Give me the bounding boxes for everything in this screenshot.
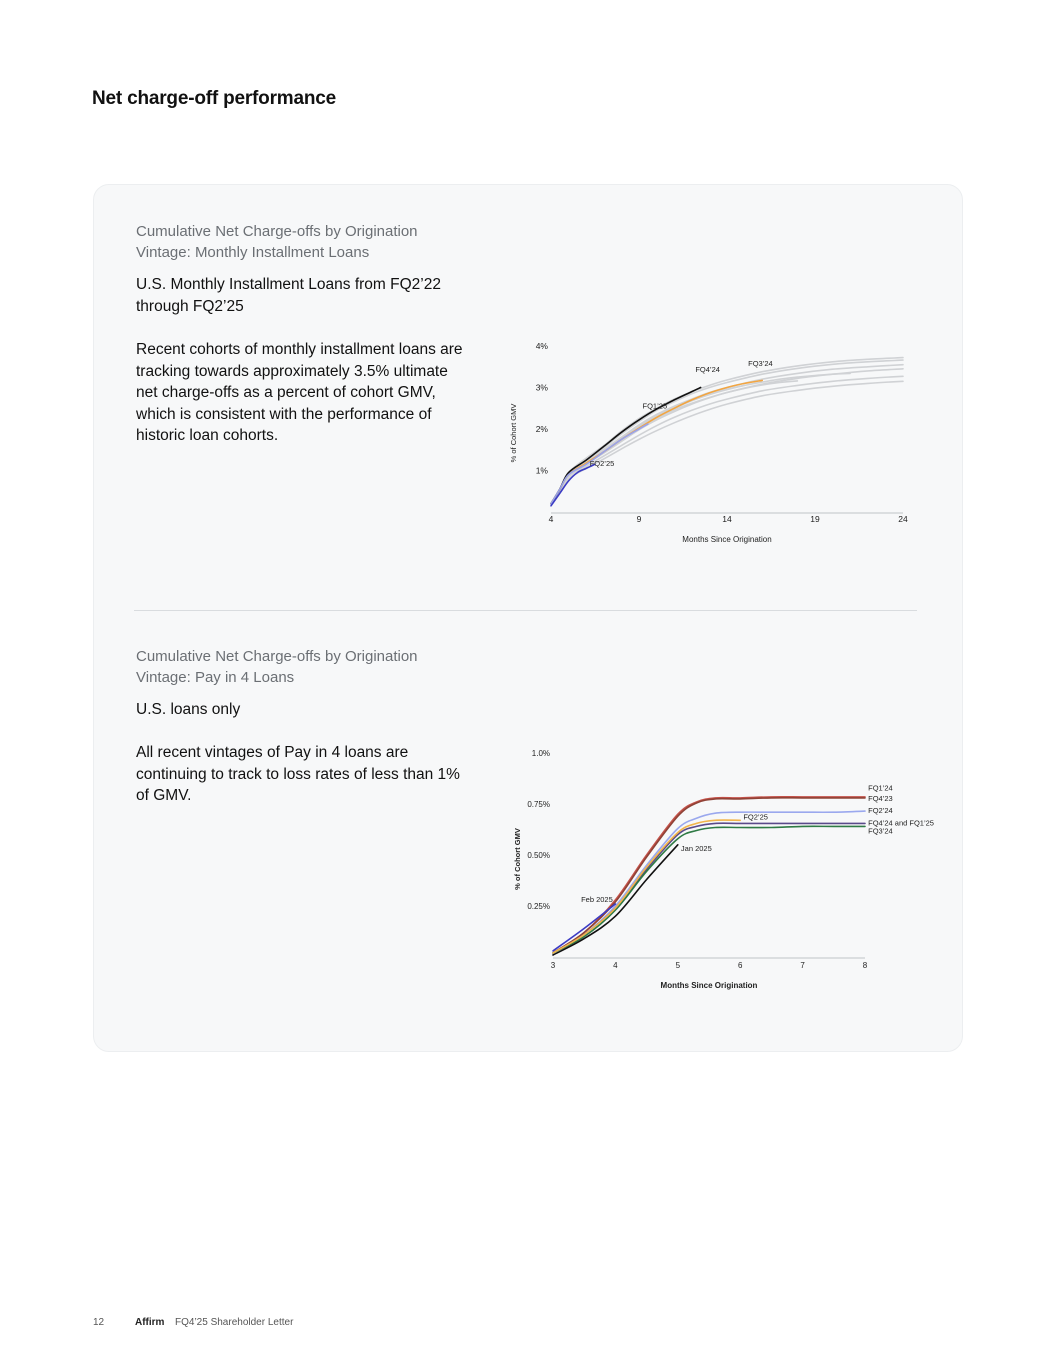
series-label-fq4-24-and-fq1-25: FQ4’24 and FQ1’25	[868, 818, 934, 828]
series-line-feb-2025	[553, 904, 615, 951]
series-label-jan-2025: Jan 2025	[680, 843, 712, 853]
series-label-fq3-24: FQ3’24	[868, 826, 893, 836]
footer-page-number: 12	[93, 1317, 105, 1328]
series-label-fq4-24: FQ4’24	[695, 365, 720, 375]
series-label-fq2-24: FQ2’24	[868, 806, 893, 816]
series-label-fq4-23: FQ4’23	[868, 793, 893, 803]
series-label-fq1-25: FQ1’25	[642, 401, 668, 411]
chart2-subtitle: U.S. loans only	[136, 701, 241, 718]
x-tick-label: 5	[675, 961, 681, 970]
chart1-title: Cumulative Net Charge-offs by Origination Vintage: Monthly Installment Loans	[136, 223, 418, 261]
y-tick-label: 4%	[535, 341, 548, 351]
chart2-description: All recent vintages of Pay in 4 loans are continuing to track to loss rates of less than 1% of GMV.	[136, 744, 460, 804]
series-label-fq2-25: FQ2’25	[743, 812, 768, 822]
page-title: Net charge-off performance	[92, 88, 336, 109]
footer-brand: Affirm	[135, 1317, 165, 1328]
x-tick-label: 3	[550, 961, 556, 970]
y-tick-label: 0.50%	[527, 851, 550, 860]
x-tick-label: 4	[613, 961, 618, 970]
series-line-fq2-24	[553, 811, 865, 953]
x-axis-title: Months Since Origination	[682, 535, 772, 544]
series-label-fq1-24: FQ1’24	[868, 783, 893, 793]
y-tick-label: 3%	[535, 382, 548, 393]
x-tick-label: 19	[810, 514, 820, 524]
x-tick-label: 8	[862, 961, 868, 970]
x-tick-label: 14	[722, 514, 732, 524]
footer-document-title: FQ4’25 Shareholder Letter	[175, 1317, 294, 1328]
chart1-description: Recent cohorts of monthly installment loans are tracking towards approximately 3.5% ultimate net charge-offs as a percent of cohort GMV, which is consistent with the performance of historic loan cohorts.	[136, 341, 463, 444]
x-tick-label: 4	[548, 514, 554, 524]
y-axis-title: % of Cohort GMV	[513, 828, 522, 890]
x-axis-title: Months Since Origination	[660, 981, 758, 990]
y-tick-label: 0.25%	[527, 902, 550, 911]
y-tick-label: 0.75%	[527, 800, 550, 809]
series-line-fq4-24-and-fq1-25	[553, 823, 865, 953]
series-label-feb-2025: Feb 2025	[581, 894, 613, 904]
x-tick-label: 24	[898, 514, 908, 524]
series-label-fq3-24: FQ3’24	[748, 358, 773, 368]
x-tick-label: 9	[636, 514, 642, 524]
x-tick-label: 6	[737, 961, 743, 970]
y-tick-label: 2%	[535, 424, 548, 434]
series-line-fq2-25	[553, 820, 740, 953]
y-tick-label: 1%	[535, 465, 548, 476]
y-axis-title: % of Cohort GMV	[509, 403, 518, 463]
series-label-fq2-25: FQ2’25	[589, 458, 615, 468]
chart2-title: Cumulative Net Charge-offs by Origination Vintage: Pay in 4 Loans	[136, 648, 418, 686]
y-tick-label: 1.0%	[531, 749, 550, 758]
x-tick-label: 7	[800, 961, 805, 970]
chart1-subtitle: U.S. Monthly Installment Loans from FQ2’22 through FQ2’25	[136, 276, 441, 315]
